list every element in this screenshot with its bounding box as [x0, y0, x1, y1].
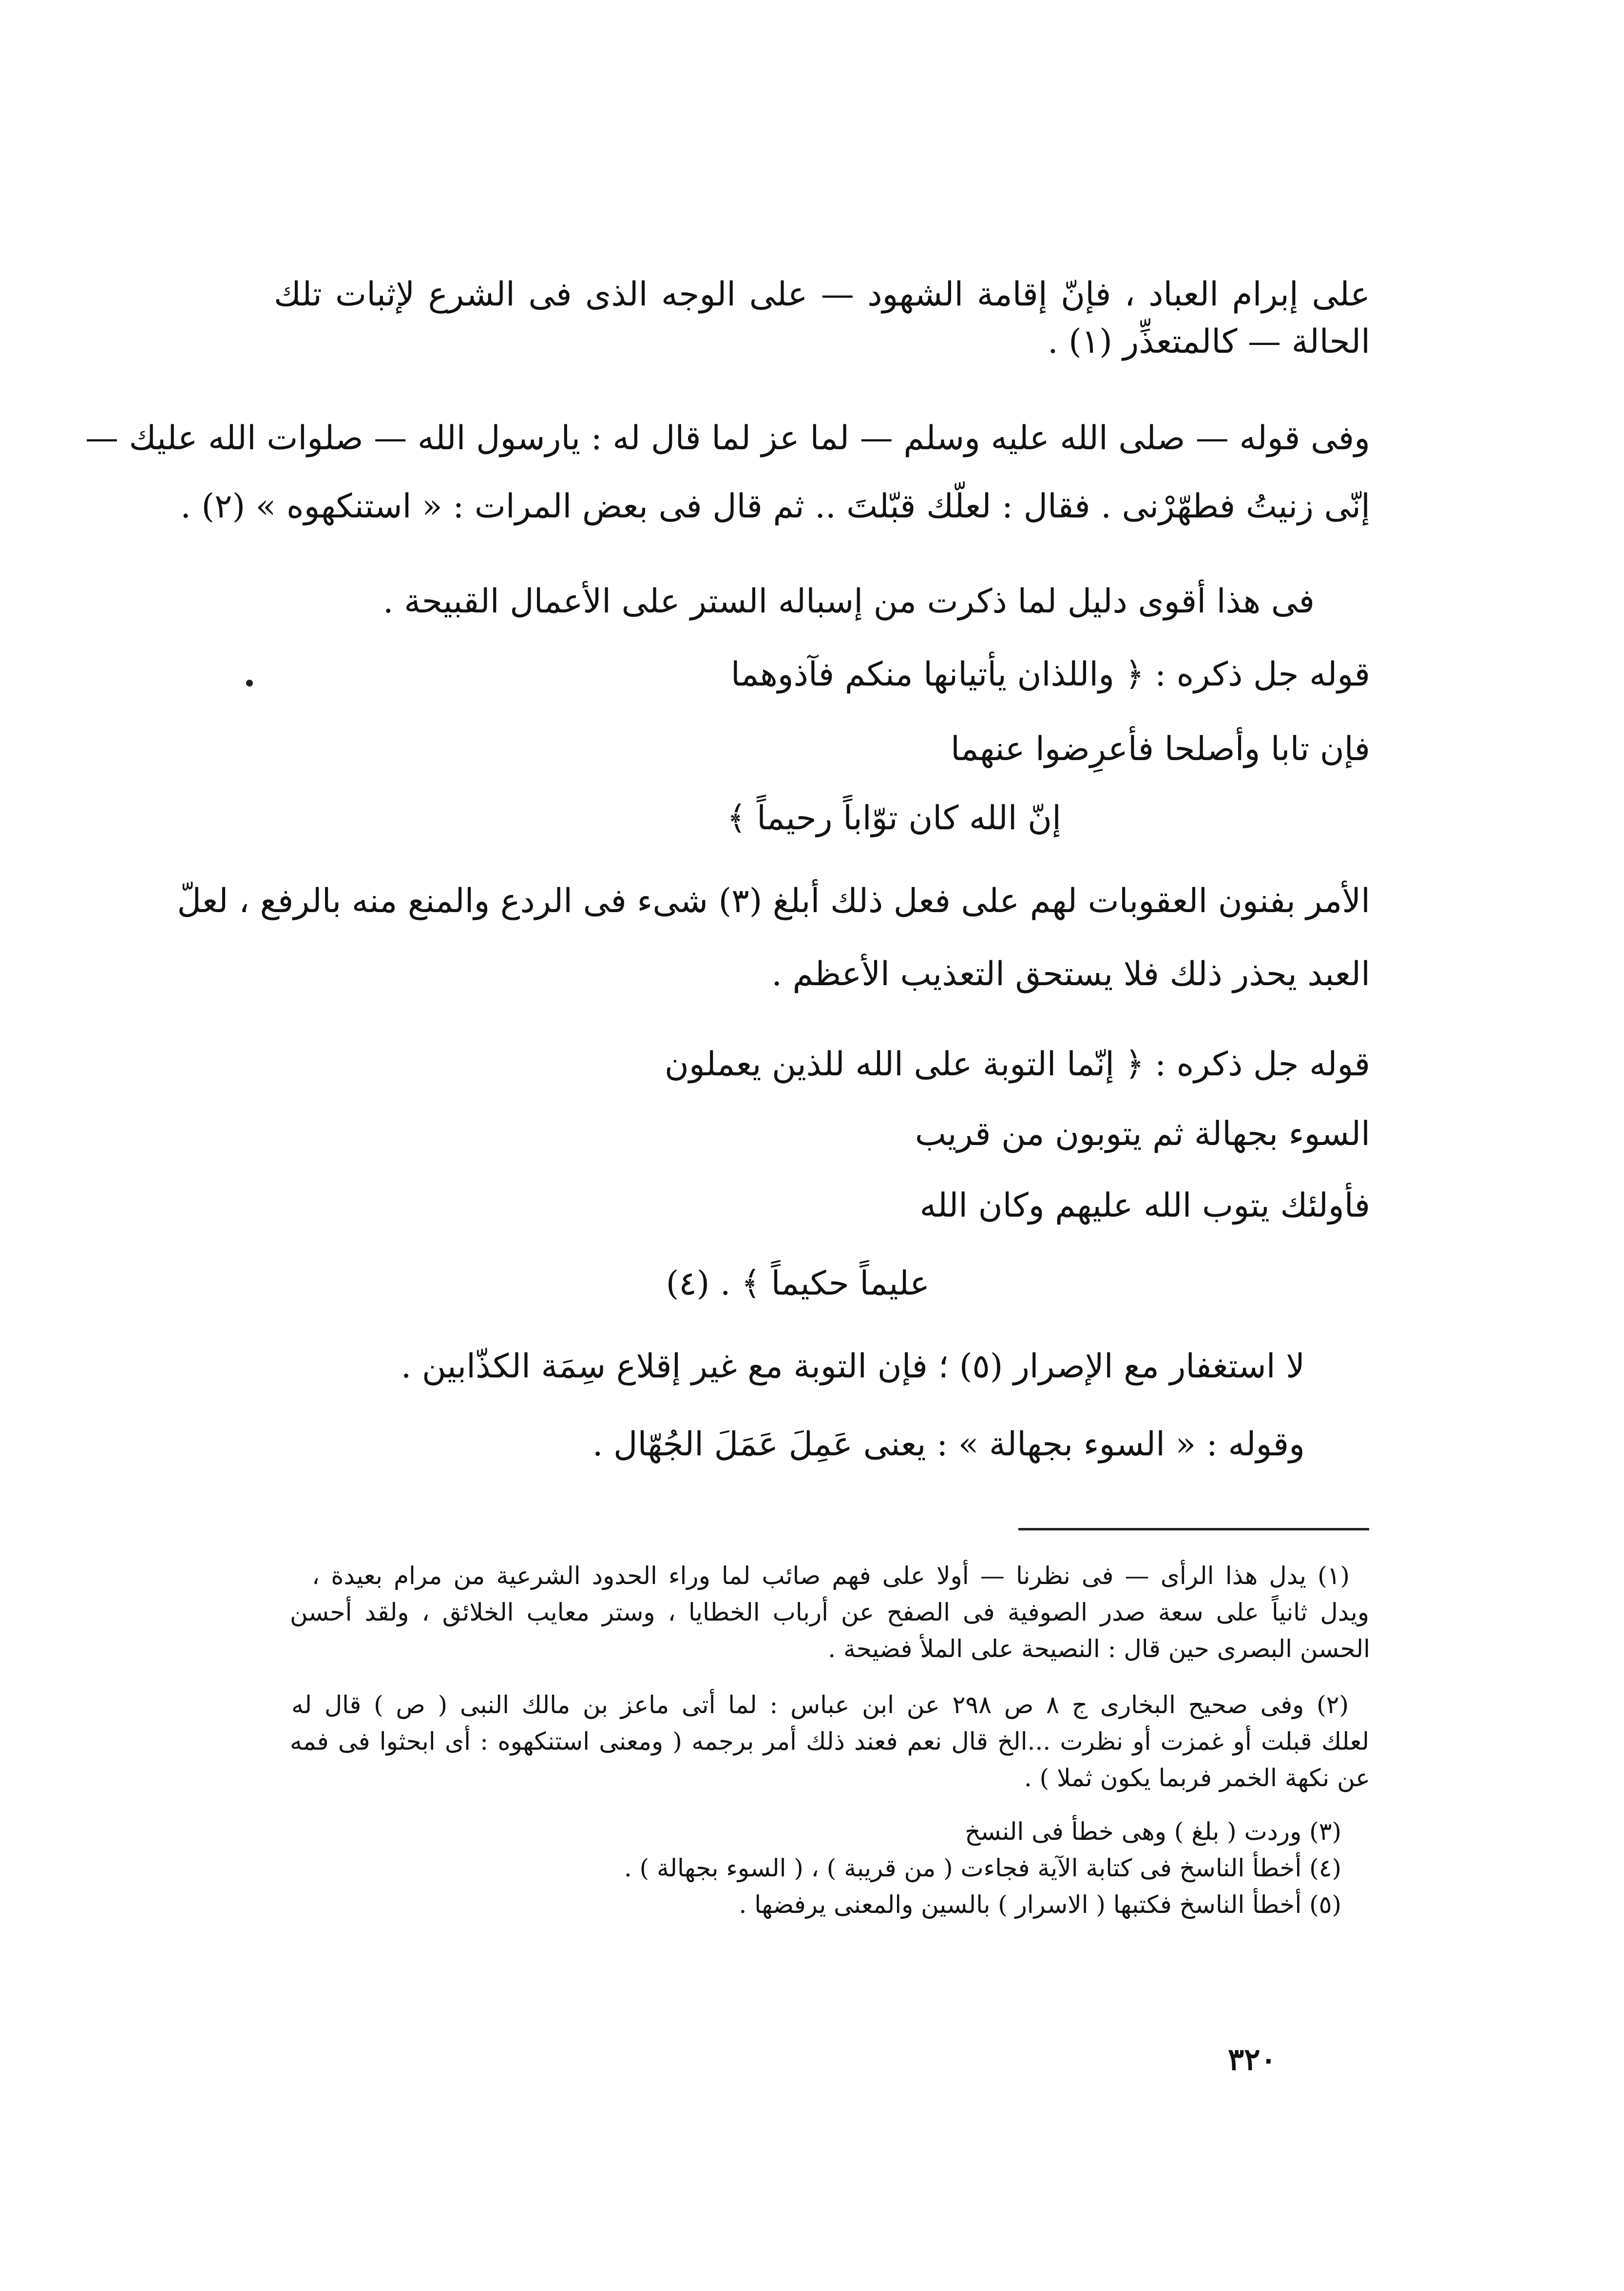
main-line-9: الأمر بفنون العقوبات لهم على فعل ذلك أبلغ (٣) شىء فى الردع والمنع منه بالرفع ، لعلّ [177, 882, 1370, 920]
main-line-5: فى هذا أقوى دليل لما ذكرت من إسباله الستر على الأعمال القبيحة . [383, 582, 1315, 621]
main-line-3: وفى قوله — صلى الله عليه وسلم — لما عز لما قال له : يارسول الله — صلوات الله عليك — [85, 419, 1370, 458]
main-line-2: الحالة — كالمتعذِّر (١) . [1047, 323, 1370, 361]
verse2-line-3: فأولئك يتوب الله عليهم وكان الله [919, 1186, 1370, 1225]
page-number: ٣٢٠ [1228, 2042, 1277, 2077]
footnote-4: (٤) أخطأ الناسخ فى كتابة الآية فجاءت ( من قريبة ) ، ( السوء بجهالة ) . [624, 1854, 1341, 1882]
footnote-1-line-1: (١) يدل هذا الرأى — فى نظرنا — أولا على فهم صائب لما وراء الحدود الشرعية من مرام بعيدة ، [312, 1562, 1350, 1590]
margin-dot [246, 680, 253, 687]
verse-line-2: فإن تابا وأصلحا فأعرِضوا عنهما [950, 730, 1370, 768]
main-line-1: على إبرام العباد ، فإنّ إقامة الشهود — على الوجه الذى فى الشرع لإثبات تلك [274, 275, 1370, 314]
main-line-10: العبد يحذر ذلك فلا يستحق التعذيب الأعظم . [771, 955, 1370, 993]
main-line-15: لا استغفار مع الإصرار (٥) ؛ فإن التوبة مع غير إقلاع سِمَة الكذّابين . [401, 1347, 1305, 1386]
footnote-2-line-2: لعلك قبلت أو غمزت أو نظرت ...الخ قال نعم فعند ذلك أمر برجمه ( ومعنى استنكهوه : أى ابحثوا فى فمه [290, 1727, 1369, 1756]
verse2-line-2: السوء بجهالة ثم يتوبون من قريب [915, 1115, 1370, 1153]
verse-line-3: إنّ الله كان توّاباً رحيماً ﴾ [726, 799, 1061, 838]
verse2-line-4: عليماً حكيماً ﴾ . (٤) [666, 1264, 930, 1303]
footnote-2-line-1: (٢) وفى صحيح البخارى ج ٨ ص ٢٩٨ عن ابن عباس : لما أتى ماعز بن مالك النبى ( ص ) قال له [291, 1691, 1349, 1719]
footnote-3: (٣) وردت ( بلغ ) وهى خطأ فى النسخ [965, 1817, 1341, 1846]
verse2-line-1: قوله جل ذكره : ﴿ إنّما التوبة على الله للذين يعملون [664, 1045, 1370, 1084]
footnote-1-line-3: الحسن البصرى حين قال : النصيحة على الملأ فضيحة . [828, 1635, 1370, 1663]
main-line-4: إنّى زنيتُ فطهّرْنى . فقال : لعلّك قبّلتَ .. ثم قال فى بعض المرات : « استنكهوه » (٢) . [180, 487, 1370, 526]
verse-line-1: قوله جل ذكره : ﴿ واللذان يأتيانها منكم فآذوهما [730, 655, 1370, 694]
footnote-5: (٥) أخطأ الناسخ فكتبها ( الاسرار ) بالسين والمعنى يرفضها . [739, 1890, 1341, 1919]
footnote-2-line-3: عن نكهة الخمر فربما يكون ثملا ) . [1024, 1764, 1370, 1792]
main-line-16: وقوله : « السوء بجهالة » : يعنى عَمِلَ عَمَلَ الجُهّال . [592, 1425, 1305, 1464]
footnote-1-line-2: ويدل ثانياً على سعة صدر الصوفية فى الصفح عن أرباب الخطايا ، وستر معايب الخلائق ، ولقد أحسن [290, 1598, 1369, 1626]
footnote-separator [1018, 1528, 1369, 1530]
